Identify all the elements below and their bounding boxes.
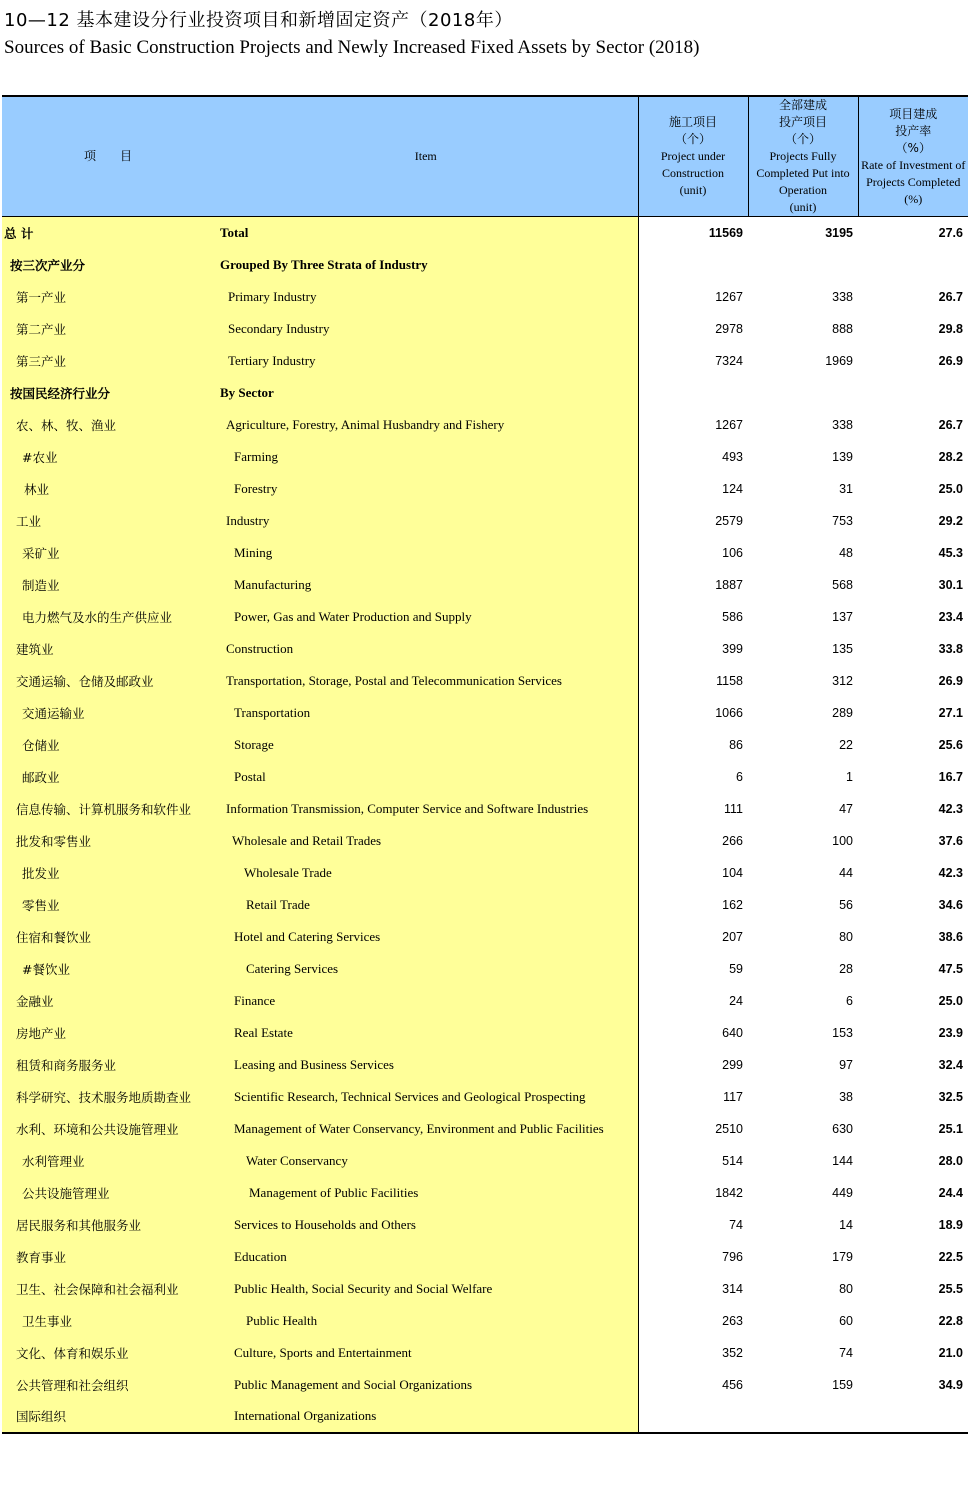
header-col1-en: Project under Construction bbox=[660, 149, 726, 180]
header-item-chinese: 项 目 bbox=[2, 96, 214, 217]
table-row bbox=[2, 633, 968, 665]
row-item-chinese: 公共管理和社会组织 bbox=[2, 1369, 214, 1401]
table-row bbox=[2, 1369, 968, 1401]
table-row bbox=[2, 409, 968, 441]
row-projects-completed: 47 bbox=[839, 801, 853, 816]
row-projects-completed: 312 bbox=[832, 673, 853, 688]
row-item-chinese: 农、林、牧、渔业 bbox=[2, 409, 214, 441]
row-projects-completed: 48 bbox=[839, 545, 853, 560]
row-projects-under-construction: 1267 bbox=[638, 409, 748, 441]
row-projects-completed: 22 bbox=[839, 737, 853, 752]
table-row bbox=[2, 377, 968, 409]
row-item-chinese: 居民服务和其他服务业 bbox=[2, 1209, 214, 1241]
row-item-english: Forestry bbox=[214, 473, 638, 505]
table-row bbox=[2, 761, 968, 793]
row-item-english: Construction bbox=[214, 633, 638, 665]
row-item-english: Wholesale Trade bbox=[214, 857, 638, 889]
header-col2-cn-b: 投产项目 bbox=[778, 115, 827, 129]
row-projects-completed: 28 bbox=[839, 961, 853, 976]
row-completion-rate: 26.9 bbox=[938, 673, 963, 688]
row-item-english: Culture, Sports and Entertainment bbox=[214, 1337, 638, 1369]
row-item-english: Primary Industry bbox=[214, 281, 638, 313]
row-projects-under-construction: 59 bbox=[638, 953, 748, 985]
row-item-english: Water Conservancy bbox=[214, 1145, 638, 1177]
row-completion-rate: 25.1 bbox=[938, 1121, 963, 1136]
row-projects-under-construction: 1158 bbox=[638, 665, 748, 697]
row-item-english: Farming bbox=[214, 441, 638, 473]
row-item-chinese: 教育事业 bbox=[2, 1241, 214, 1273]
row-projects-under-construction: 124 bbox=[638, 473, 748, 505]
row-projects-under-construction: 493 bbox=[638, 441, 748, 473]
row-completion-rate bbox=[858, 249, 968, 281]
row-item-english: Mining bbox=[214, 537, 638, 569]
row-projects-completed: 1969 bbox=[825, 353, 853, 368]
row-completion-rate: 32.5 bbox=[938, 1089, 963, 1104]
row-projects-completed: 100 bbox=[832, 833, 853, 848]
row-item-chinese: 采矿业 bbox=[2, 537, 214, 569]
table-row bbox=[2, 313, 968, 345]
row-item-english: International Organizations bbox=[214, 1401, 638, 1433]
row-item-english: Transportation, Storage, Postal and Telecommunication Services bbox=[214, 665, 638, 697]
row-item-english: Catering Services bbox=[214, 953, 638, 985]
row-projects-under-construction: 24 bbox=[638, 985, 748, 1017]
row-completion-rate: 27.6 bbox=[938, 225, 963, 240]
row-projects-completed: 137 bbox=[832, 609, 853, 624]
table-row bbox=[2, 825, 968, 857]
table-body bbox=[2, 217, 968, 1433]
row-projects-completed: 338 bbox=[832, 289, 853, 304]
row-completion-rate: 18.9 bbox=[938, 1217, 963, 1232]
row-item-chinese: 金融业 bbox=[2, 985, 214, 1017]
table-row bbox=[2, 1049, 968, 1081]
row-completion-rate: 23.4 bbox=[938, 609, 963, 624]
table-row bbox=[2, 921, 968, 953]
row-completion-rate: 45.3 bbox=[938, 545, 963, 560]
row-completion-rate: 33.8 bbox=[938, 641, 963, 656]
row-projects-under-construction: 399 bbox=[638, 633, 748, 665]
row-projects-under-construction: 2510 bbox=[638, 1113, 748, 1145]
header-completion-rate bbox=[858, 96, 968, 217]
row-completion-rate: 34.6 bbox=[938, 897, 963, 912]
row-projects-completed: 630 bbox=[832, 1121, 853, 1136]
table-row bbox=[2, 697, 968, 729]
row-item-english: Management of Water Conservancy, Environment and Public Facilities bbox=[214, 1113, 638, 1145]
row-completion-rate: 22.5 bbox=[938, 1249, 963, 1264]
row-item-chinese: 批发业 bbox=[2, 857, 214, 889]
row-projects-under-construction: 106 bbox=[638, 537, 748, 569]
row-projects-completed: 1 bbox=[846, 769, 853, 784]
table-row bbox=[2, 1113, 968, 1145]
row-projects-under-construction: 2978 bbox=[638, 313, 748, 345]
row-item-english: Retail Trade bbox=[214, 889, 638, 921]
row-item-chinese: 按三次产业分 bbox=[2, 249, 214, 281]
table-row bbox=[2, 601, 968, 633]
row-item-english: Scientific Research, Technical Services and Geological Prospecting bbox=[214, 1081, 638, 1113]
row-projects-under-construction: 1267 bbox=[638, 281, 748, 313]
row-projects-completed: 135 bbox=[832, 641, 853, 656]
row-item-english: Public Management and Social Organizations bbox=[214, 1369, 638, 1401]
row-projects-completed: 60 bbox=[839, 1313, 853, 1328]
row-projects-completed bbox=[748, 249, 858, 281]
header-col1-unit: (unit) bbox=[679, 183, 707, 197]
row-item-chinese: 信息传输、计算机服务和软件业 bbox=[2, 793, 214, 825]
row-projects-under-construction: 104 bbox=[638, 857, 748, 889]
row-projects-under-construction bbox=[638, 377, 748, 409]
row-item-english: Management of Public Facilities bbox=[214, 1177, 638, 1209]
row-completion-rate: 27.1 bbox=[938, 705, 963, 720]
table-row bbox=[2, 1145, 968, 1177]
table-row bbox=[2, 537, 968, 569]
row-item-chinese: 邮政业 bbox=[2, 761, 214, 793]
row-completion-rate: 30.1 bbox=[938, 577, 963, 592]
row-item-english: Public Health bbox=[214, 1305, 638, 1337]
row-item-english: Manufacturing bbox=[214, 569, 638, 601]
row-projects-completed: 144 bbox=[832, 1153, 853, 1168]
header-projects-completed bbox=[748, 96, 858, 217]
row-completion-rate: 29.8 bbox=[938, 321, 963, 336]
row-projects-under-construction: 796 bbox=[638, 1241, 748, 1273]
row-projects-under-construction bbox=[638, 249, 748, 281]
row-completion-rate: 26.7 bbox=[938, 289, 963, 304]
row-item-chinese: 卫生、社会保障和社会福利业 bbox=[2, 1273, 214, 1305]
row-projects-under-construction: 7324 bbox=[638, 345, 748, 377]
row-item-chinese: 制造业 bbox=[2, 569, 214, 601]
row-item-english: Postal bbox=[214, 761, 638, 793]
header-col1-cn-b: （个） bbox=[674, 132, 711, 146]
header-col3-cn-a: 项目建成 bbox=[889, 106, 938, 121]
row-completion-rate: 42.3 bbox=[938, 865, 963, 880]
row-item-english: By Sector bbox=[214, 377, 638, 409]
table-row bbox=[2, 249, 968, 281]
statistics-table bbox=[2, 95, 968, 1434]
row-projects-completed: 139 bbox=[832, 449, 853, 464]
row-projects-completed: 449 bbox=[832, 1185, 853, 1200]
table-title-chinese: 10—12 基本建设分行业投资项目和新增固定资产（2018年） bbox=[4, 10, 513, 31]
table-row bbox=[2, 345, 968, 377]
row-completion-rate: 25.0 bbox=[938, 993, 963, 1008]
row-projects-under-construction: 86 bbox=[638, 729, 748, 761]
row-completion-rate: 28.0 bbox=[938, 1153, 963, 1168]
table-row bbox=[2, 1209, 968, 1241]
table-row bbox=[2, 569, 968, 601]
row-item-english: Transportation bbox=[214, 697, 638, 729]
row-item-english: Power, Gas and Water Production and Supply bbox=[214, 601, 638, 633]
row-projects-completed: 14 bbox=[839, 1217, 853, 1232]
table-row bbox=[2, 1337, 968, 1369]
row-projects-under-construction: 514 bbox=[638, 1145, 748, 1177]
table-row bbox=[2, 1305, 968, 1337]
table-row bbox=[2, 1081, 968, 1113]
row-projects-under-construction: 640 bbox=[638, 1017, 748, 1049]
row-completion-rate: 24.4 bbox=[938, 1185, 963, 1200]
table-row bbox=[2, 889, 968, 921]
row-item-chinese: 文化、体育和娱乐业 bbox=[2, 1337, 214, 1369]
row-projects-under-construction: 117 bbox=[638, 1081, 748, 1113]
row-completion-rate bbox=[858, 1401, 968, 1433]
row-item-chinese: 第二产业 bbox=[2, 313, 214, 345]
row-item-chinese: #农业 bbox=[2, 441, 214, 473]
row-item-english: Agriculture, Forestry, Animal Husbandry and Fishery bbox=[214, 409, 638, 441]
row-item-chinese: 林业 bbox=[2, 473, 214, 505]
row-projects-completed bbox=[748, 377, 858, 409]
table-row bbox=[2, 665, 968, 697]
row-completion-rate: 38.6 bbox=[938, 929, 963, 944]
row-projects-completed: 97 bbox=[839, 1057, 853, 1072]
row-item-english: Total bbox=[214, 217, 638, 249]
row-item-chinese: 仓储业 bbox=[2, 729, 214, 761]
row-projects-under-construction: 352 bbox=[638, 1337, 748, 1369]
row-projects-completed: 44 bbox=[839, 865, 853, 880]
row-item-chinese: 批发和零售业 bbox=[2, 825, 214, 857]
row-projects-completed: 38 bbox=[839, 1089, 853, 1104]
row-completion-rate: 26.9 bbox=[938, 353, 963, 368]
row-item-chinese: 住宿和餐饮业 bbox=[2, 921, 214, 953]
row-item-chinese: 按国民经济行业分 bbox=[2, 377, 214, 409]
row-item-chinese: 零售业 bbox=[2, 889, 214, 921]
row-item-chinese: 水利管理业 bbox=[2, 1145, 214, 1177]
row-item-chinese: 总 计 bbox=[2, 217, 214, 249]
row-item-chinese: 建筑业 bbox=[2, 633, 214, 665]
row-projects-under-construction bbox=[638, 1401, 748, 1433]
row-completion-rate: 32.4 bbox=[938, 1057, 963, 1072]
header-col2-cn-c: （个） bbox=[784, 132, 821, 146]
table-row bbox=[2, 1177, 968, 1209]
row-item-english: Industry bbox=[214, 505, 638, 537]
row-item-chinese: 科学研究、技术服务地质勘查业 bbox=[2, 1081, 214, 1113]
row-projects-completed: 159 bbox=[832, 1377, 853, 1392]
header-col3-cn-c: （%） bbox=[895, 140, 931, 155]
header-col2-unit: (unit) bbox=[789, 200, 817, 214]
header-projects-under-construction bbox=[638, 96, 748, 217]
row-projects-completed: 888 bbox=[832, 321, 853, 336]
row-item-chinese: 租赁和商务服务业 bbox=[2, 1049, 214, 1081]
row-projects-under-construction: 162 bbox=[638, 889, 748, 921]
row-completion-rate: 28.2 bbox=[938, 449, 963, 464]
row-completion-rate bbox=[858, 377, 968, 409]
row-item-english: Finance bbox=[214, 985, 638, 1017]
row-projects-completed: 56 bbox=[839, 897, 853, 912]
row-projects-under-construction: 2579 bbox=[638, 505, 748, 537]
row-completion-rate: 37.6 bbox=[938, 833, 963, 848]
row-completion-rate: 16.7 bbox=[938, 769, 963, 784]
row-item-english: Tertiary Industry bbox=[214, 345, 638, 377]
row-item-chinese: 国际组织 bbox=[2, 1401, 214, 1433]
row-item-english: Storage bbox=[214, 729, 638, 761]
row-completion-rate: 26.7 bbox=[938, 417, 963, 432]
row-projects-under-construction: 6 bbox=[638, 761, 748, 793]
row-projects-under-construction: 111 bbox=[638, 793, 748, 825]
row-item-english: Grouped By Three Strata of Industry bbox=[214, 249, 638, 281]
row-projects-completed: 80 bbox=[839, 1281, 853, 1296]
row-item-chinese: #餐饮业 bbox=[2, 953, 214, 985]
row-item-chinese: 电力燃气及水的生产供应业 bbox=[2, 601, 214, 633]
row-item-chinese: 卫生事业 bbox=[2, 1305, 214, 1337]
row-projects-completed: 3195 bbox=[825, 225, 853, 240]
table-row bbox=[2, 1017, 968, 1049]
row-projects-completed: 80 bbox=[839, 929, 853, 944]
table-row bbox=[2, 473, 968, 505]
table-header-row bbox=[2, 96, 968, 217]
row-projects-completed: 31 bbox=[839, 481, 853, 496]
table-row bbox=[2, 1241, 968, 1273]
table-row bbox=[2, 441, 968, 473]
row-projects-completed bbox=[748, 1401, 858, 1433]
header-col3-unit: (%) bbox=[904, 191, 923, 206]
row-projects-under-construction: 299 bbox=[638, 1049, 748, 1081]
row-completion-rate: 47.5 bbox=[938, 961, 963, 976]
row-completion-rate: 29.2 bbox=[938, 513, 963, 528]
header-col3-cn-b: 投产率 bbox=[895, 123, 932, 138]
row-projects-under-construction: 456 bbox=[638, 1369, 748, 1401]
row-projects-under-construction: 207 bbox=[638, 921, 748, 953]
row-item-chinese: 交通运输业 bbox=[2, 697, 214, 729]
row-projects-under-construction: 74 bbox=[638, 1209, 748, 1241]
table-row bbox=[2, 1401, 968, 1433]
row-item-english: Services to Households and Others bbox=[214, 1209, 638, 1241]
row-projects-completed: 6 bbox=[846, 993, 853, 1008]
row-item-chinese: 公共设施管理业 bbox=[2, 1177, 214, 1209]
table-row bbox=[2, 1273, 968, 1305]
row-item-english: Leasing and Business Services bbox=[214, 1049, 638, 1081]
header-col2-en: Projects Fully Completed Put into Operation bbox=[756, 149, 850, 197]
row-completion-rate: 34.9 bbox=[938, 1377, 963, 1392]
row-item-chinese: 水利、环境和公共设施管理业 bbox=[2, 1113, 214, 1145]
row-item-english: Education bbox=[214, 1241, 638, 1273]
header-col1-cn-a: 施工项目 bbox=[668, 115, 717, 129]
row-projects-completed: 289 bbox=[832, 705, 853, 720]
row-projects-under-construction: 314 bbox=[638, 1273, 748, 1305]
row-projects-under-construction: 1842 bbox=[638, 1177, 748, 1209]
table-row bbox=[2, 505, 968, 537]
row-projects-completed: 338 bbox=[832, 417, 853, 432]
row-projects-under-construction: 1887 bbox=[638, 569, 748, 601]
row-projects-under-construction: 266 bbox=[638, 825, 748, 857]
row-completion-rate: 22.8 bbox=[938, 1313, 963, 1328]
row-item-chinese: 交通运输、仓储及邮政业 bbox=[2, 665, 214, 697]
table-row bbox=[2, 985, 968, 1017]
row-projects-completed: 74 bbox=[839, 1345, 853, 1360]
table-row bbox=[2, 729, 968, 761]
row-item-english: Hotel and Catering Services bbox=[214, 921, 638, 953]
row-completion-rate: 21.0 bbox=[938, 1345, 963, 1360]
row-item-english: Information Transmission, Computer Service and Software Industries bbox=[214, 793, 638, 825]
row-item-chinese: 第三产业 bbox=[2, 345, 214, 377]
row-completion-rate: 25.6 bbox=[938, 737, 963, 752]
row-item-english: Secondary Industry bbox=[214, 313, 638, 345]
row-projects-under-construction: 586 bbox=[638, 601, 748, 633]
row-completion-rate: 25.5 bbox=[938, 1281, 963, 1296]
row-projects-completed: 753 bbox=[832, 513, 853, 528]
row-projects-completed: 179 bbox=[832, 1249, 853, 1264]
table-title-english: Sources of Basic Construction Projects and Newly Increased Fixed Assets by Sector (2018) bbox=[4, 37, 700, 58]
row-completion-rate: 42.3 bbox=[938, 801, 963, 816]
row-projects-under-construction: 263 bbox=[638, 1305, 748, 1337]
row-item-english: Real Estate bbox=[214, 1017, 638, 1049]
header-col2-cn-a: 全部建成 bbox=[778, 98, 827, 112]
row-item-chinese: 房地产业 bbox=[2, 1017, 214, 1049]
row-item-english: Wholesale and Retail Trades bbox=[214, 825, 638, 857]
row-completion-rate: 25.0 bbox=[938, 481, 963, 496]
table-row bbox=[2, 953, 968, 985]
row-item-chinese: 第一产业 bbox=[2, 281, 214, 313]
header-col3-en: Rate of Investment of Projects Completed bbox=[861, 157, 966, 189]
row-projects-under-construction: 1066 bbox=[638, 697, 748, 729]
header-item-english: Item bbox=[214, 96, 638, 217]
row-projects-under-construction: 11569 bbox=[638, 217, 748, 249]
table-row bbox=[2, 857, 968, 889]
row-completion-rate: 23.9 bbox=[938, 1025, 963, 1040]
row-projects-completed: 568 bbox=[832, 577, 853, 592]
table-row bbox=[2, 217, 968, 249]
table-row bbox=[2, 281, 968, 313]
row-item-english: Public Health, Social Security and Social Welfare bbox=[214, 1273, 638, 1305]
row-item-chinese: 工业 bbox=[2, 505, 214, 537]
table-row bbox=[2, 793, 968, 825]
row-projects-completed: 153 bbox=[832, 1025, 853, 1040]
